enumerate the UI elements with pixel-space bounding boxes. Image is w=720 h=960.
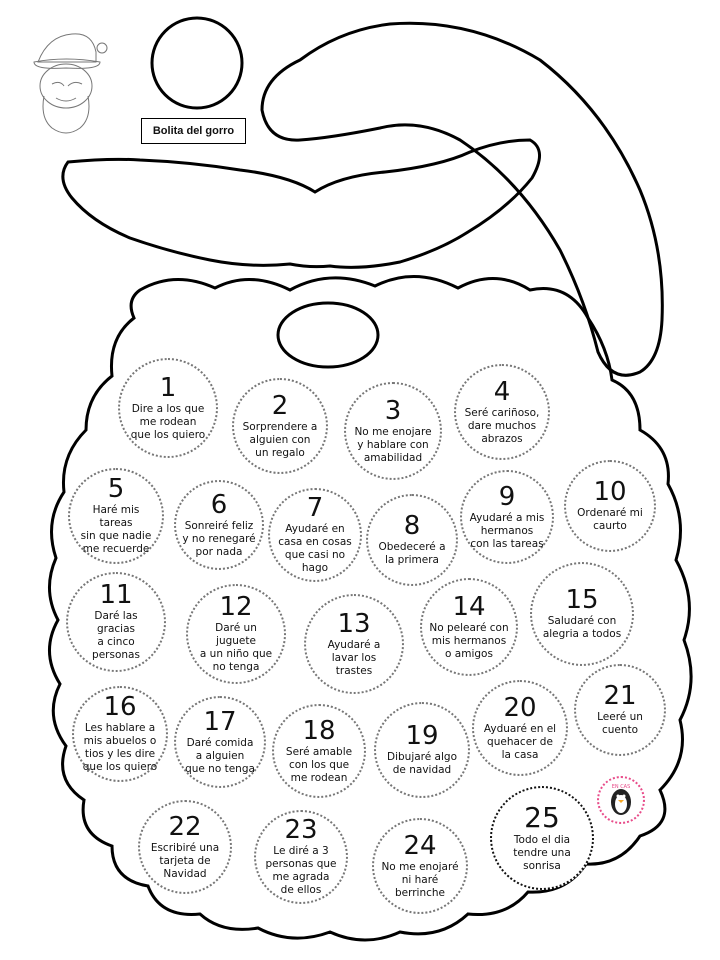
day-text: No me enojare y hablare con amabilidad xyxy=(354,425,432,464)
day-22-circle xyxy=(138,800,232,894)
day-text: No me enojaré ni haré berrinche xyxy=(381,860,459,899)
pompom-outline xyxy=(152,18,242,108)
badge-text: EN CAS xyxy=(611,784,631,790)
day-text: Sonreiré feliz y no renegaré por nada xyxy=(182,519,256,558)
day-number: 25 xyxy=(524,800,560,834)
day-text: Ayduaré en el quehacer de la casa xyxy=(483,722,557,761)
day-text: Seré cariñoso, dare muchos abrazos xyxy=(464,406,540,445)
day-number: 8 xyxy=(403,511,421,541)
day-text: Daré comida a alguien que no tenga xyxy=(185,736,255,775)
day-number: 5 xyxy=(107,474,125,504)
day-13-circle xyxy=(304,594,404,694)
day-number: 9 xyxy=(498,481,516,512)
day-5-circle xyxy=(68,468,164,564)
mustache-outline xyxy=(63,140,540,267)
day-number: 4 xyxy=(493,376,511,407)
day-7-circle xyxy=(268,488,362,582)
day-text: No pelearé con mis hermanos o amigos xyxy=(429,621,509,660)
day-number: 10 xyxy=(593,477,627,507)
penguin-icon xyxy=(599,778,643,822)
pompom-label: Bolita del gorro xyxy=(141,118,246,144)
day-20-circle xyxy=(472,680,568,776)
day-number: 20 xyxy=(503,692,537,723)
day-15-circle xyxy=(530,562,634,666)
day-3-circle xyxy=(344,382,442,480)
day-19-circle xyxy=(374,702,470,798)
day-25-circle xyxy=(490,786,594,890)
day-number: 13 xyxy=(337,608,371,639)
day-16-circle xyxy=(72,686,168,782)
day-11-circle xyxy=(66,572,166,672)
day-12-circle xyxy=(186,584,286,684)
day-number: 17 xyxy=(203,706,237,737)
day-number: 11 xyxy=(99,580,133,610)
day-23-circle xyxy=(254,810,348,904)
day-number: 24 xyxy=(403,830,437,861)
day-number: 22 xyxy=(168,811,202,842)
day-2-circle xyxy=(232,378,328,474)
day-number: 16 xyxy=(103,692,137,722)
day-text: Le diré a 3 personas que me agrada de ellos xyxy=(265,845,337,896)
penguin-badge-icon xyxy=(597,776,645,824)
mouth-opening-outline xyxy=(278,303,378,367)
day-14-circle xyxy=(420,578,518,676)
day-text: Les hablare a mis abuelos o tios y les dire que los quiero xyxy=(82,722,158,773)
day-text: Ayudaré a mis hermanos con las tareas xyxy=(469,511,545,550)
day-10-circle xyxy=(564,460,656,552)
day-number: 23 xyxy=(284,815,318,845)
day-4-circle xyxy=(454,364,550,460)
day-text: Dire a los que me rodean que los quiero xyxy=(130,402,206,441)
day-number: 14 xyxy=(452,591,486,622)
day-text: Seré amable con los que me rodean xyxy=(285,745,353,784)
day-text: Ayudaré en casa en cosas que casi no hago xyxy=(278,523,352,574)
day-number: 3 xyxy=(384,395,402,426)
santa-thumbnail-icon xyxy=(34,34,107,133)
hat-outline xyxy=(262,23,662,375)
day-number: 2 xyxy=(271,390,289,421)
day-text: Haré mis tareas sin que nadie me recuerde xyxy=(80,504,152,555)
day-text: Daré un juguete a un niño que no tenga xyxy=(199,622,273,673)
day-1-circle xyxy=(118,358,218,458)
day-number: 1 xyxy=(159,372,177,403)
day-text: Dibujaré algo de navidad xyxy=(387,751,457,776)
day-number: 12 xyxy=(219,592,253,622)
day-17-circle xyxy=(174,696,266,788)
day-8-circle xyxy=(366,494,458,586)
day-text: Escribiré una tarjeta de Navidad xyxy=(150,841,220,880)
day-number: 18 xyxy=(302,715,336,746)
day-text: Saludaré con alegria a todos xyxy=(542,615,622,640)
day-number: 15 xyxy=(565,585,599,615)
day-18-circle xyxy=(272,704,366,798)
day-text: Daré las gracias a cinco personas xyxy=(92,610,140,661)
day-number: 6 xyxy=(210,489,228,520)
day-text: Sorprendere a alguien con un regalo xyxy=(242,420,318,459)
day-21-circle xyxy=(574,664,666,756)
day-text: Obedeceré a la primera xyxy=(378,541,446,566)
day-6-circle xyxy=(174,480,264,570)
day-number: 7 xyxy=(306,493,324,523)
day-9-circle xyxy=(460,470,554,564)
day-24-circle xyxy=(372,818,468,914)
day-text: Leeré un cuento xyxy=(597,711,643,736)
day-number: 19 xyxy=(405,721,439,751)
day-number: 21 xyxy=(603,681,637,711)
day-text: Todo el dia tendre una sonrisa xyxy=(513,833,571,872)
day-text: Ordenaré mi caurto xyxy=(577,507,643,532)
day-text: Ayudaré a lavar los trastes xyxy=(327,638,381,677)
